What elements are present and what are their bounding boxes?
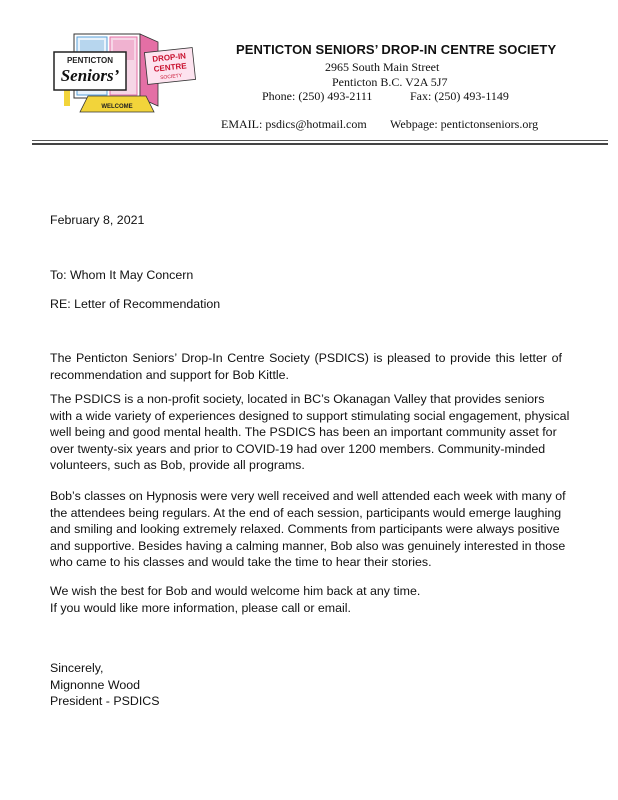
email-address: EMAIL: psdics@hotmail.com xyxy=(221,117,367,131)
signer-title: President - PSDICS xyxy=(50,694,160,709)
letterhead-divider-thick xyxy=(32,143,608,145)
logo-sign-line2: CENTRE xyxy=(153,61,187,74)
letter-subject: RE: Letter of Recommendation xyxy=(50,297,221,311)
organization-name: PENTICTON SENIORS’ DROP-IN CENTRE SOCIETY xyxy=(236,42,557,57)
paragraph-intro xyxy=(50,350,562,383)
paragraph-line: with a wide variety of experiences designed to support stimulating social engagement, physical xyxy=(50,408,570,423)
logo-sign-line1: DROP-IN xyxy=(151,51,187,64)
letterhead-divider-thin xyxy=(32,140,608,141)
webpage-address: Webpage: pentictonseniors.org xyxy=(390,117,539,131)
paragraph-about-psdics xyxy=(50,391,570,474)
logo-sign-line3: SOCIETY xyxy=(159,72,183,82)
paragraph-line: The PSDICS is a non-profit society, located in BC’s Okanagan Valley that provides seniors xyxy=(50,392,545,406)
phone-number: Phone: (250) 493-2111 xyxy=(262,89,373,103)
signature-block xyxy=(50,660,562,710)
fax-number: Fax: (250) 493-1149 xyxy=(410,89,509,103)
paragraph-hypnosis-classes xyxy=(50,488,566,571)
paragraph-line: who came to his classes and would take the time to hear their stories. xyxy=(50,555,432,570)
logo-mat-text: WELCOME xyxy=(101,104,133,110)
paragraph-line: recommendation and support for Bob Kittle. xyxy=(50,367,289,382)
paragraph-closing-wishes xyxy=(50,583,562,616)
paragraph-line: the attendees being regulars. At the end of each session, participants would emerge laughing xyxy=(50,505,562,520)
paragraph-line: well being and good mental health. The PSDICS has been an important community asset for xyxy=(50,425,557,440)
logo-main-text: Seniors’ xyxy=(60,66,120,85)
paragraph-line: The Penticton Seniors’ Drop-In Centre Society (PSDICS) is pleased to provide this letter of xyxy=(50,351,562,365)
paragraph-line: If you would like more information, please call or email. xyxy=(50,600,351,615)
address-line-1: 2965 South Main Street xyxy=(325,60,440,74)
letter-recipient: To: Whom It May Concern xyxy=(50,268,194,282)
paragraph-line: volunteers, such as Bob, provide all programs. xyxy=(50,458,305,473)
paragraph-line: We wish the best for Bob and would welcome him back at any time. xyxy=(50,584,421,598)
paragraph-line: Bob’s classes on Hypnosis were very well received and well attended each week with many of xyxy=(50,489,566,503)
paragraph-line: and smiling and looking extremely relaxed. Comments from participants were always positive xyxy=(50,522,560,537)
psdics-logo xyxy=(50,30,200,116)
address-line-2: Penticton B.C. V2A 5J7 xyxy=(332,75,448,89)
paragraph-line: and supportive. Besides having a calming manner, Bob also was genuinely interested in those xyxy=(50,538,566,553)
logo-top-text: PENTICTON xyxy=(66,56,114,65)
closing-salutation: Sincerely, xyxy=(50,661,104,675)
paragraph-line: over twenty-six years and prior to COVID-19 had over 1200 members. Community-minded xyxy=(50,441,546,456)
letter-date: February 8, 2021 xyxy=(50,213,145,227)
signer-name: Mignonne Wood xyxy=(50,677,141,692)
